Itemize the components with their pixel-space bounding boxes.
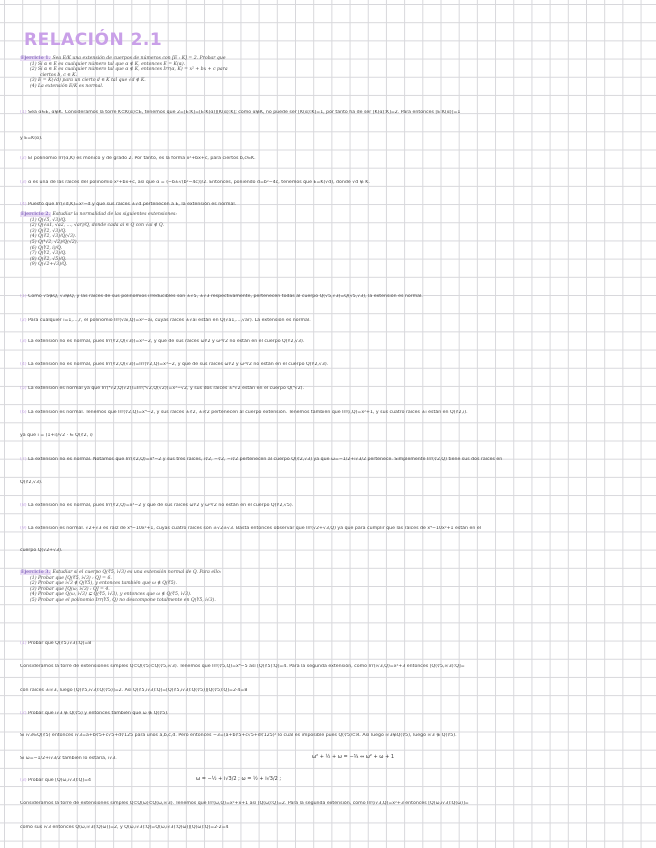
exercise-2-statement xyxy=(20,212,280,268)
exercise-3-item: (4) Probar que Q(ω, i√3) ⊊ Q(∜5, i√3), y entonces que ω ∉ Q(∜5, i√3). xyxy=(30,592,192,598)
answer-line: (5) La extensión es normal ya que Irr(⁴√2,Q(√2))=Irr(⁴√2,Q(√2))=x²−√2, y sus dos raíces ±⁴√2 están en el cuerpo Q(⁴√2). xyxy=(20,386,305,391)
exercise-3-item: (1) Probar que [Q(∜5, i√3) : Q] = 6. xyxy=(30,575,112,581)
exercise-2-item: (4) Q(∛2, √3)/Q(√3). xyxy=(30,234,77,240)
answer-line: Q(∜2,√3). xyxy=(20,480,43,485)
answer-line: (2) Para cualquier i=1,…,r, el polinomio Irr(√ai,Q)=x²−ai, cuyas raíces ±√ai están en Q(√a1,…,√ar). La extensión es normal. xyxy=(20,318,311,323)
answer-line: como sus i√3 entonces Q(ω,i√3):Q(ω)]=2, y Q(ω,i√3):Q]=Q(ω,i√3):Q(ω)][Q(ω):Q]=2·2=4 xyxy=(20,825,229,830)
exercise-2-item: (2) Q(√a1, √a2, …, √ar)/Q, donde cada ai ∈ Q con √ai ∉ Q. xyxy=(30,223,164,229)
side-note: ω² + ½ + ω = −¾ ⇔ ω² + ω + 1 xyxy=(312,754,395,760)
exercise-2-item: (5) Q(⁴√2, √2)/Q(√2). xyxy=(30,239,78,245)
answer-line: (2) El polinomio Irr(α,K) es mónico y de grado 2. Por tanto, es la forma x²+bx+c, para ciertos b,c∈K. xyxy=(20,156,256,161)
answer-line: (3) La extensión no es normal, pues Irr(∛2,Q(√3))=x³−2, y que de sus raíces ω∛2 y ω²∛2 no están en el cuerpo Q(∛2,√3). xyxy=(20,339,305,344)
answer-line: (7) La extensión no es normal. Notamos que Irr(∜2,Q)=x⁴−2 y sus tres raíces, i∜2, −∜2, −i∜2 pertenecen al cuerpo Q(∜2,√3) ya que ω=−1/2+i√3/2 pertenece. Simplemente Irr(∜2,Q) tiene sus dos raíces en xyxy=(20,457,503,462)
exercise-2-item: (8) Q(∛2, √5)/Q. xyxy=(30,256,67,262)
answer-line: con raíces ±i√3, luego [Q(∜5,i√3):Q(∜5)]=2. Así Q(∜5,i√3):Q]=[Q(∜5,i√3):Q(∜5)][Q(∜5):Q]=2·4=8 xyxy=(20,688,248,693)
answer-line: (1) Probar que Q(∜5,i√3):Q]=8 xyxy=(20,641,92,646)
answer-line: (2) Probar que i√3 ∉ Q(∜5) y entonces también que ω ∉ Q(∜5). xyxy=(20,711,169,716)
exercise-2-label: Ejercicio 2. xyxy=(21,212,51,217)
exercise-3-item: (2) Probar que i√3 ∉ Q(∜5), y entonces también que ω ∉ Q(∜5). xyxy=(30,581,177,587)
exercise-2-item: (1) Q(√5, √3)/Q. xyxy=(30,217,67,223)
answer-line: (4) Puesto que Irr(√d,K)=x²−d y que sus raíces ±√d pertenecen a E, la extensión es normal. xyxy=(20,202,237,207)
exercise-2-item: (7) Q(∜2, √3)/Q. xyxy=(30,251,67,257)
answer-line: y E=K(α). xyxy=(20,136,43,141)
exercise-1-statement xyxy=(20,56,280,90)
answer-line: ya que i = (1+i)/√2 · ∈ Q(∜2, i) xyxy=(20,433,93,438)
exercise-1-text: Sea E/K una extensión de cuerpos de números con [E : K] = 2. Probar que xyxy=(52,56,226,61)
exercise-2-item: (9) Q(√2+√3)/Q. xyxy=(30,262,68,268)
exercise-1-item: (1) Si α ∈ E es cualquier número tal que α ∉ K, entonces E = K(α). xyxy=(30,61,186,67)
exercise-3-statement xyxy=(20,570,280,604)
answer-line: (3) Probar que [Q(ω,i√3):Q]=4 xyxy=(20,778,92,783)
answer-line: Si i√3∈Q(∜5) entonces i√3=a+b∜5+c√5+d∜125 para unos a,b,c,d. Pero entonces −3=(a+b∜5+c√5+d∜125)² lo cual es imposible pues Q(∜5)⊂ℝ. Así luego i√3∉Q(∜5), luego i√3 ∉ Q(∜5). xyxy=(20,733,457,738)
exercise-3-text: Estudiar si el cuerpo Q(∜5, i√3) es una extensión normal de Q. Para ello: xyxy=(52,570,222,575)
exercise-1-item: (4) La extensión E/K es normal. xyxy=(30,83,104,89)
exercise-1-item: ciertos b, c ∈ K. xyxy=(40,72,78,78)
answer-line: Consideramos la torre de extensiones simples Q⊂Q(∜5)⊂Q(∜5,i√3). Tenemos que Irr(∜5,Q)=x⁴−5 así [Q(∜5):Q]=4. Para la segunda extensión, como Irr(i√3,Q)=x²+3 entonces [Q(∜5,i√3):Q]= xyxy=(20,664,465,669)
answer-line: Consideramos la torre de extensiones simples Q⊂Q(ω)⊂Q(ω,i√3). Tenemos que Irr(ω,Q)=x²+x+1 así [Q(ω):Q]=2. Para la segunda extensión, como Irr(i√3,Q)=x²+3 entonces [Q(ω,i√3):Q(ω)]= xyxy=(20,801,469,806)
exercise-1-item: (2) Si α ∈ E es cualquier número tal que α ∉ K, entonces Irr(α, K) = x² + bx + c para xyxy=(30,67,228,73)
exercise-3-item: (3) Probar que [Q(ω, i√3) : Q] = 4. xyxy=(30,586,110,592)
exercise-1-item: (3) E = K(√d) para un cierto d ∈ K tal que √d ∉ K. xyxy=(30,78,146,84)
answer-line: (6) La extensión es normal. Tenemos que Irr(∜2,Q)=x⁴−2, y sus raíces ±∜2, ±i∜2 pertenecen al cuerpo extensión. Tenemos también que Irr(i,Q)=x²+1, y sus cuatro raíces ±i están en Q(∜2,i). xyxy=(20,410,468,415)
answer-line: cuerpo Q(√2+√3). xyxy=(20,548,63,553)
exercise-2-text: Estudiar la normalidad de las siguientes extensiones: xyxy=(52,212,177,217)
side-note: ω = −½ + i√3/2 ; ω = ½ + i√3/2 ; xyxy=(196,776,282,782)
exercise-3-item: (5) Probar que el polinomio Irr(∜5, Q) no descompone totalmente en Q(∜5, i√3). xyxy=(30,597,216,603)
page-title: RELACIÓN 2.1 xyxy=(24,30,163,50)
answer-line: Si ω=−1/2+i√3/2 también lo estaría, i√3. xyxy=(20,756,117,761)
exercise-2-item: (6) Q(∜2, i)/Q. xyxy=(30,245,63,251)
answer-line: (9) La extensión es normal. √2+√3 es raíz de x⁴−10x²+1, cuyas cuatro raíces son ±√2±√3. Basta entonces observar que Irr(√2+√3,Q) ya que para cumplir que las raíces de x⁴−10x²+1 están en el xyxy=(20,526,482,531)
exercise-3-label: Ejercicio 3. xyxy=(21,570,51,575)
answer-line: (4) La extensión no es normal, pues Irr(∛2,Q(√3))=Irr(∛2,Q)=x³−2, y que de sus raíces ω∛2 y ω²∛2 no están en el cuerpo Q(∛2,√3). xyxy=(20,362,329,367)
exercise-1-label: Ejercicio 1. xyxy=(21,56,51,61)
answer-line: (3) α es una de las raíces del polinomio x²+bx+c, así que α = (−b±√(b²−4c))/2. Entonces, poniendo d=b²−4c, tenemos que E=K(√d), donde √d ∉ K. xyxy=(20,180,370,185)
answer-line: (8) La extensión no es normal, pues Irr(∛2,Q)=x³−2 y que de sus raíces ω∛2 y ω²∛2 no están en el cuerpo Q(∛2,√5). xyxy=(20,503,294,508)
exercise-2-item: (3) Q(∛2, √3)/Q. xyxy=(30,228,67,234)
answer-line: (1) Sea α∈E, α∉K. Consideramos la torre K⊂K(α)⊂E, tenemos que 2=[E:K]=[E:K(α)][K(α):K]; como α∉K, no puede ser [K(α):K]=1, por tanto ha de ser [K(α):K]=2. Para entonces [E:K(α)]=1 xyxy=(20,110,461,115)
answer-line: (1) Como √5∉Q, √3∉Q, y las raíces de sus polinomios irreducibles son ±√5, ±√3 respectivamente, pertenecen todas al cuerpo Q(√5,√3)=Q(√5,√3), la extensión es normal. xyxy=(20,294,423,299)
